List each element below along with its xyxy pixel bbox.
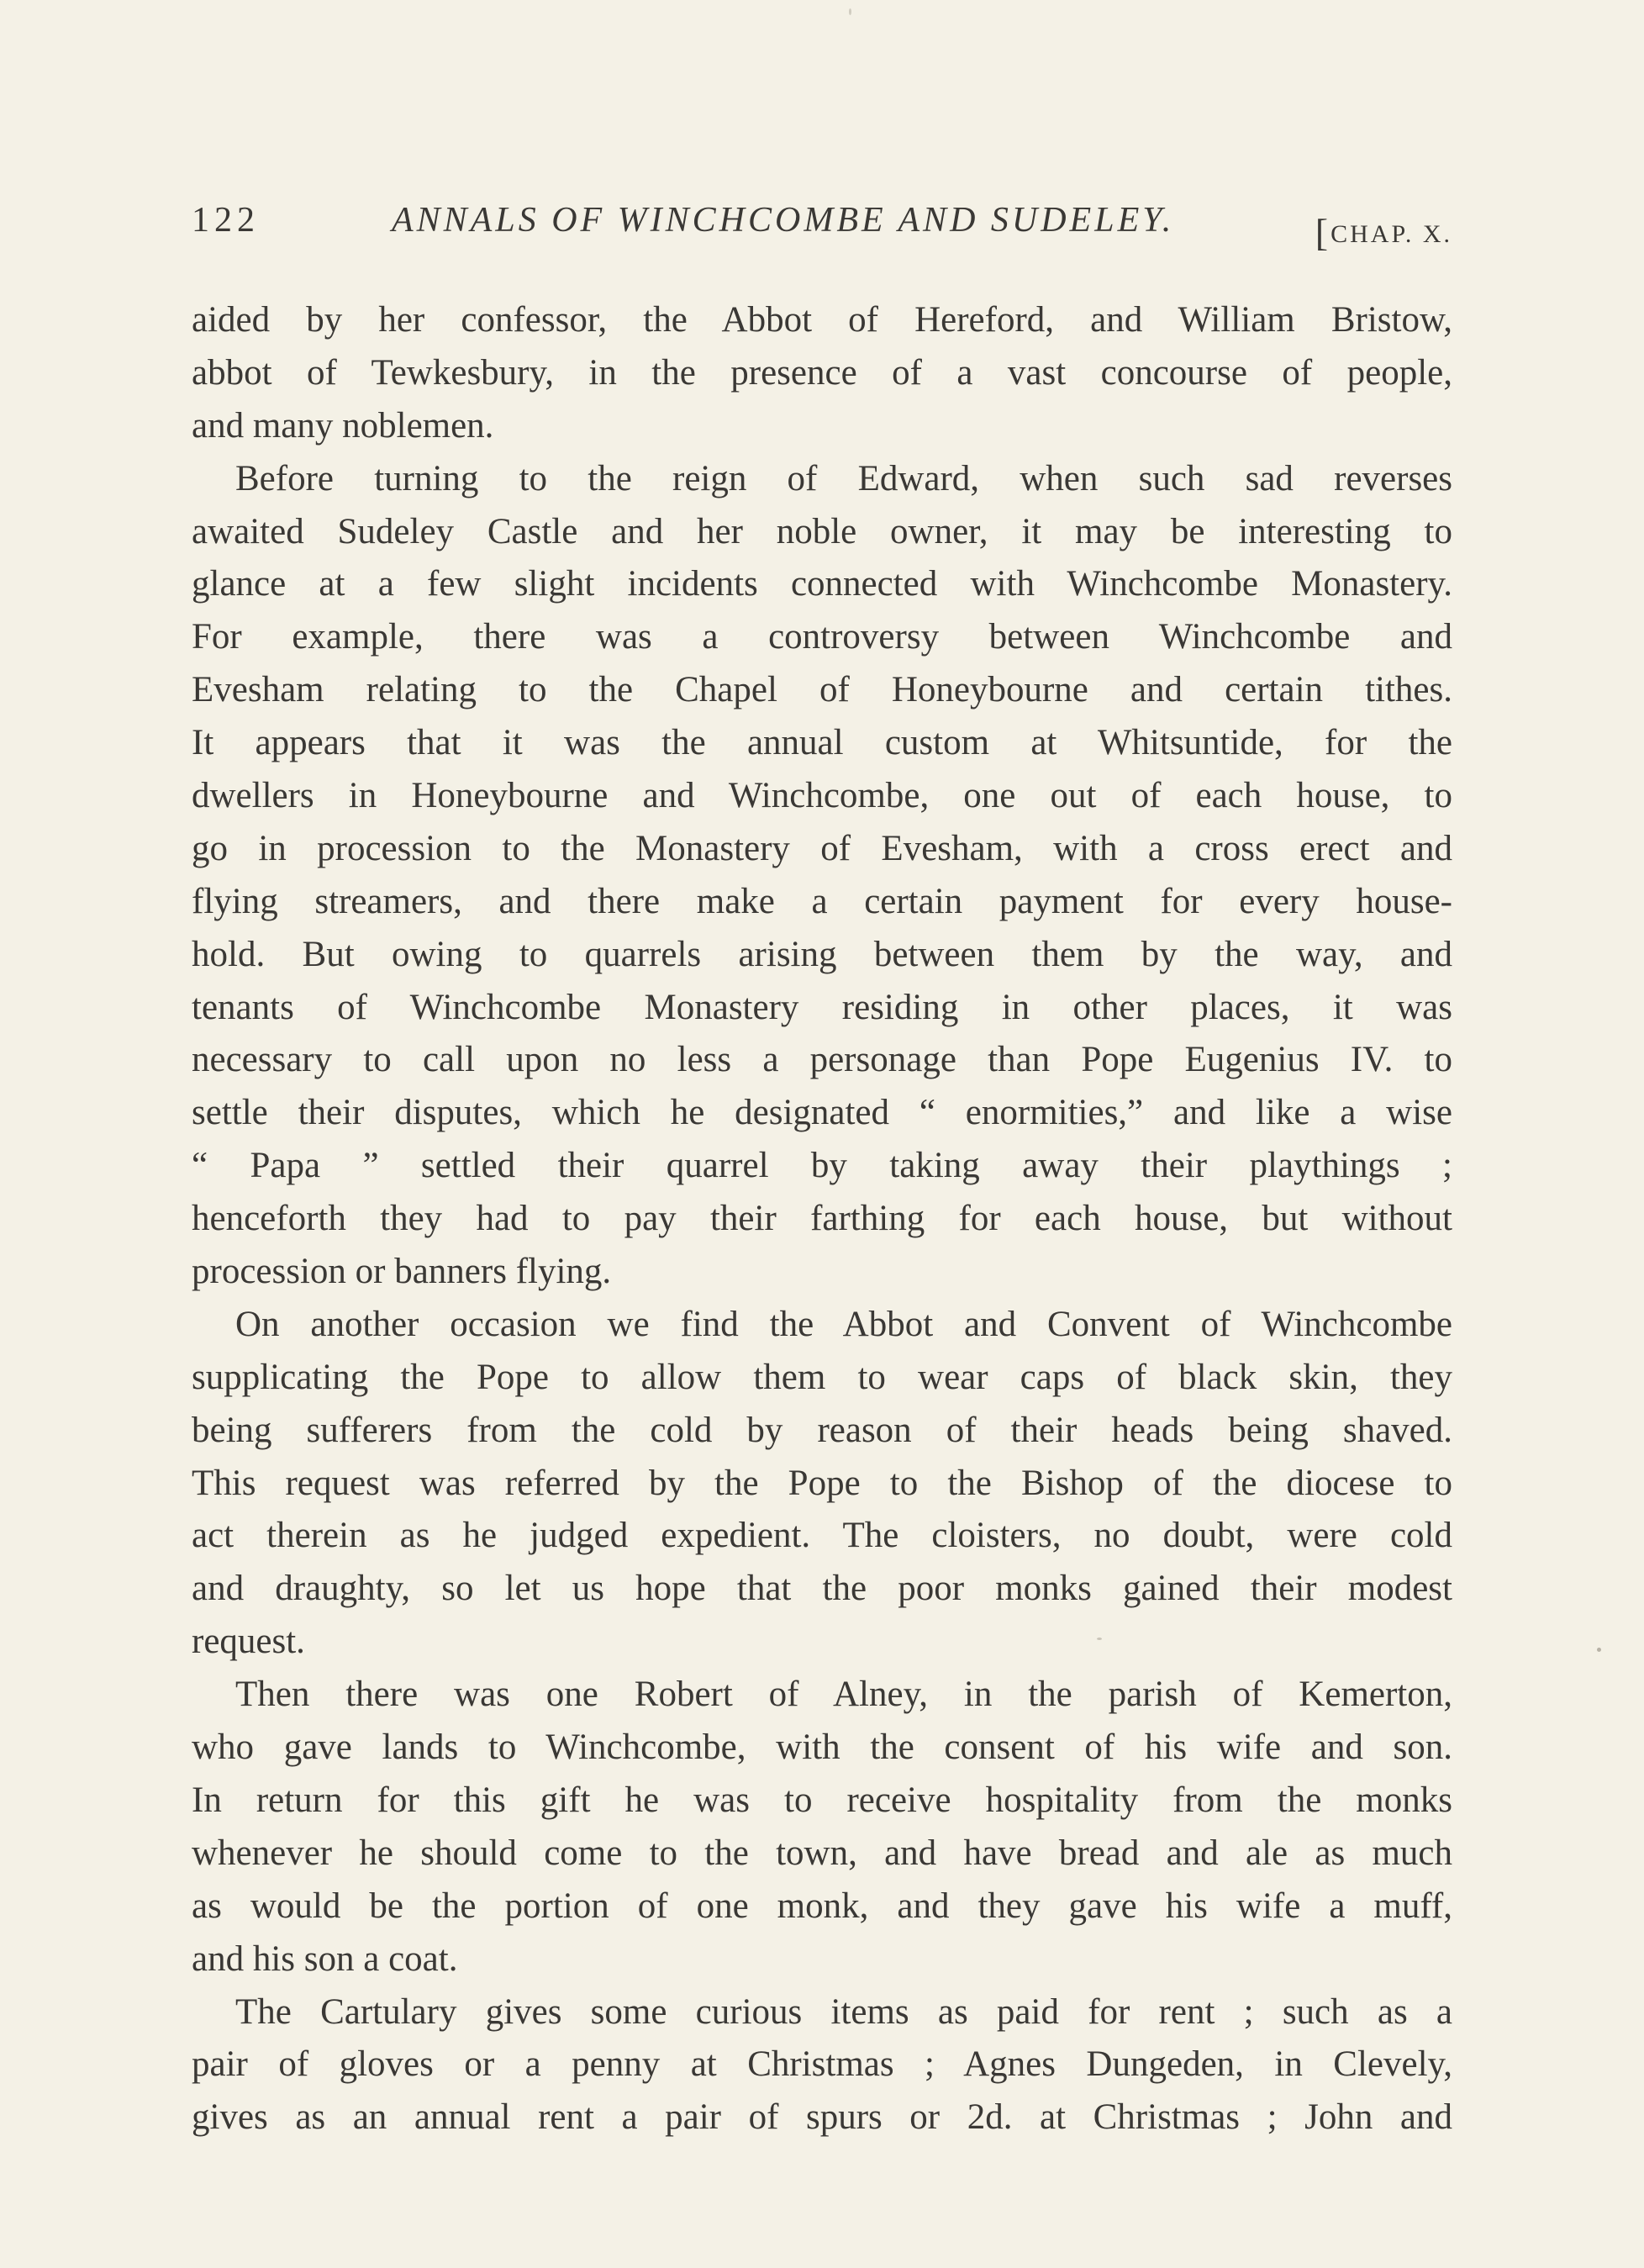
- text-line: go in procession to the Monastery of Evesham, with a cross erect and: [192, 828, 1452, 868]
- text-line: In return for this gift he was to receive hospitality from the monks: [192, 1780, 1452, 1820]
- text-line: For example, there was a controversy between Winchcombe and: [192, 617, 1452, 657]
- text-line: “ Papa ” settled their quarrel by taking away their playthings ;: [192, 1146, 1452, 1186]
- text-line: and his son a coat.: [192, 1938, 458, 1979]
- text-line: gives as an annual rent a pair of spurs or 2d. at Christmas ; John and: [192, 2097, 1452, 2138]
- paper-speck: [1597, 1648, 1601, 1652]
- chapter-text: CHAP. X.: [1330, 220, 1452, 248]
- text-line: and draughty, so let us hope that the poor monks gained their modest: [192, 1569, 1452, 1609]
- text-line: and many noblemen.: [192, 405, 494, 446]
- text-line: flying streamers, and there make a certain payment for every house-: [192, 881, 1452, 921]
- text-line: settle their disputes, which he designated “ enormities,” and like a wise: [192, 1093, 1452, 1133]
- body-text: [192, 294, 1452, 2144]
- paper-speck: [849, 8, 851, 15]
- text-line: request.: [192, 1622, 305, 1662]
- running-title: ANNALS OF WINCHCOMBE AND SUDELEY.: [392, 201, 1175, 240]
- text-line: who gave lands to Winchcombe, with the consent of his wife and son.: [192, 1727, 1452, 1768]
- text-line: pair of gloves or a penny at Christmas ; Agnes Dungeden, in Clevely,: [192, 2044, 1452, 2085]
- text-line: supplicating the Pope to allow them to wear caps of black skin, they: [192, 1357, 1452, 1397]
- chapter-label: [1315, 200, 1452, 254]
- running-head: [192, 200, 1452, 254]
- text-line: tenants of Winchcombe Monastery residing in other places, it was: [192, 987, 1452, 1027]
- chapter-bracket: [: [1315, 211, 1331, 254]
- text-line: act therein as he judged expedient. The cloisters, no doubt, were cold: [192, 1516, 1452, 1556]
- text-line: This request was referred by the Pope to the Bishop of the diocese to: [192, 1463, 1452, 1503]
- text-line: henceforth they had to pay their farthing for each house, but without: [192, 1199, 1452, 1239]
- text-line: necessary to call upon no less a personage than Pope Eugenius IV. to: [192, 1040, 1452, 1080]
- text-line: awaited Sudeley Castle and her noble owner, it may be interesting to: [192, 511, 1452, 551]
- paragraph-first-line: On another occasion we find the Abbot and Convent of Winchcombe: [235, 1304, 1452, 1344]
- paragraph-first-line: The Cartulary gives some curious items as paid for rent ; such as a: [235, 1991, 1452, 2032]
- text-line: procession or banners flying.: [192, 1252, 612, 1292]
- paper-speck: [1097, 1638, 1102, 1640]
- text-line: It appears that it was the annual custom at Whitsuntide, for the: [192, 723, 1452, 763]
- page-number: 122: [192, 201, 260, 240]
- text-line: dwellers in Honeybourne and Winchcombe, one out of each house, to: [192, 776, 1452, 816]
- paragraph-first-line: Before turning to the reign of Edward, when such sad reverses: [235, 458, 1452, 498]
- text-line: glance at a few slight incidents connected with Winchcombe Monastery.: [192, 564, 1452, 604]
- text-line: being sufferers from the cold by reason of their heads being shaved.: [192, 1410, 1452, 1450]
- text-line: hold. But owing to quarrels arising between them by the way, and: [192, 934, 1452, 974]
- text-line: whenever he should come to the town, and have bread and ale as much: [192, 1833, 1452, 1873]
- text-line: as would be the portion of one monk, and they gave his wife a muff,: [192, 1886, 1452, 1926]
- text-line: Evesham relating to the Chapel of Honeybourne and certain tithes.: [192, 670, 1452, 710]
- text-line: aided by her confessor, the Abbot of Hereford, and William Bristow,: [192, 300, 1452, 340]
- paragraph-first-line: Then there was one Robert of Alney, in the parish of Kemerton,: [235, 1675, 1452, 1715]
- text-line: abbot of Tewkesbury, in the presence of a vast concourse of people,: [192, 352, 1452, 393]
